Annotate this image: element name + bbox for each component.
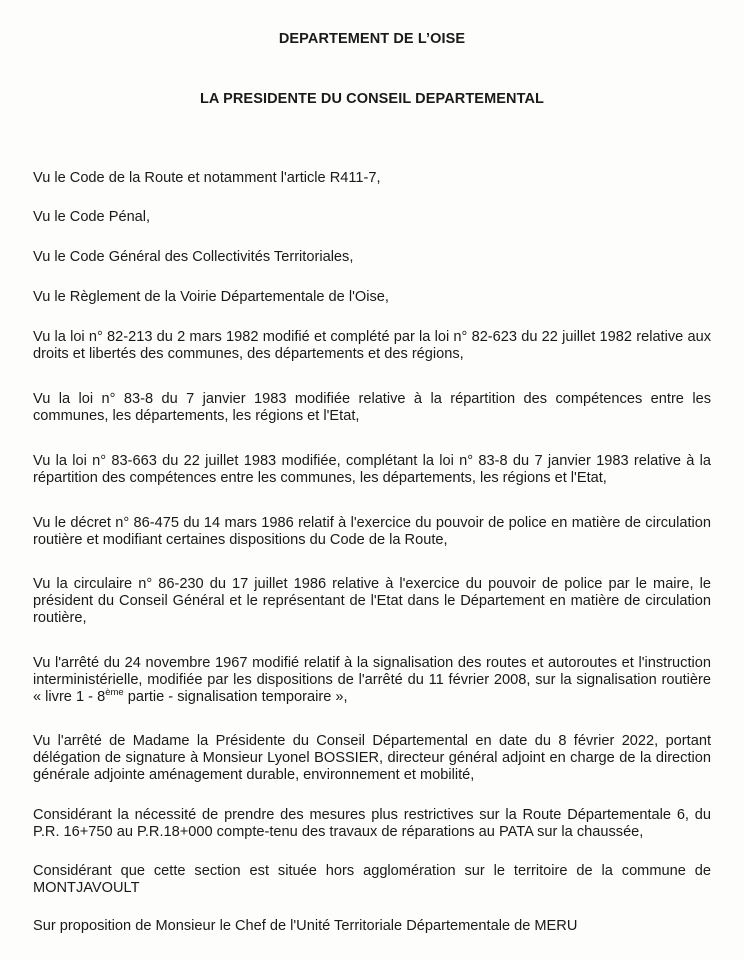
- authority-heading: LA PRESIDENTE DU CONSEIL DEPARTEMENTAL: [199, 91, 545, 107]
- arrete-1967-superscript: ème: [105, 687, 124, 699]
- visa-code-penal: Vu le Code Pénal,: [33, 209, 151, 225]
- arrete-1967-text-end: partie - signalisation temporaire »,: [127, 689, 348, 705]
- considerant-section: Considérant que cette section est située hors agglomération sur le territoire de la commune de MONTJAVOULT: [33, 863, 711, 896]
- visa-circulaire-86-230: Vu la circulaire n° 86-230 du 17 juillet 1986 relative à l'exercice du pouvoir de police par le maire, le président du Conseil Général et le représentant de l'Etat dans le Département en matière de circulation routière,: [33, 576, 711, 626]
- visa-reglement-voirie: Vu le Règlement de la Voirie Départementale de l'Oise,: [33, 289, 389, 305]
- visa-loi-82-213: Vu la loi n° 82-213 du 2 mars 1982 modifié et complété par la loi n° 82-623 du 22 juillet 1982 relative aux droits et libertés des communes, des départements et des régions,: [33, 329, 711, 362]
- visa-arrete-delegation: Vu l'arrêté de Madame la Présidente du Conseil Départemental en date du 8 février 2022, portant délégation de signature à Monsieur Lyonel BOSSIER, directeur général adjoint en charge de la direction générale adjointe aménagement durable, environnement et mobilité,: [33, 733, 711, 783]
- visa-arrete-1967: [33, 655, 711, 706]
- visa-loi-83-663: Vu la loi n° 83-663 du 22 juillet 1983 modifiée, complétant la loi n° 83-8 du 7 janvier 1983 relative à la répartition des compétences entre les communes, les départements, les régions et l'Etat,: [33, 453, 711, 486]
- sur-proposition: Sur proposition de Monsieur le Chef de l'Unité Territoriale Départementale de MERU: [33, 918, 578, 934]
- visa-code-route: Vu le Code de la Route et notamment l'article R411-7,: [33, 170, 381, 186]
- visa-decret-86-475: Vu le décret n° 86-475 du 14 mars 1986 relatif à l'exercice du pouvoir de police en matière de circulation routière et modifiant certaines dispositions du Code de la Route,: [33, 515, 711, 548]
- department-heading: DEPARTEMENT DE L’OISE: [278, 31, 466, 47]
- visa-code-collectivites: Vu le Code Général des Collectivités Territoriales,: [33, 249, 354, 265]
- visa-loi-83-8: Vu la loi n° 83-8 du 7 janvier 1983 modifiée relative à la répartition des compétences entre les communes, les départements, les régions et l'Etat,: [33, 391, 711, 424]
- considerant-mesures: Considérant la nécessité de prendre des mesures plus restrictives sur la Route Départementale 6, du P.R. 16+750 au P.R.18+000 compte-tenu des travaux de réparations au PATA sur la chaussée,: [33, 807, 711, 840]
- arrete-1967-text: Vu l'arrêté du 24 novembre 1967 modifié relatif à la signalisation des routes et autoroutes et l'instruction interministérielle, modifiée par les dispositions de l'arrêté du 11 février 2008, sur la signalisation routière « livre 1 - 8: [33, 655, 711, 705]
